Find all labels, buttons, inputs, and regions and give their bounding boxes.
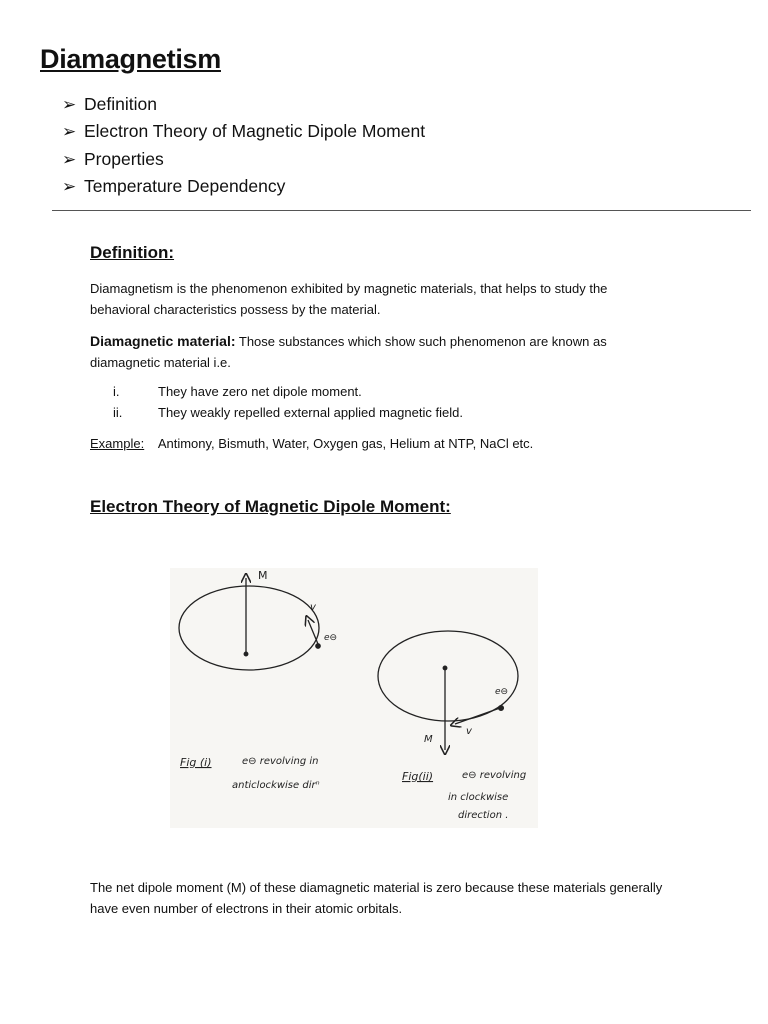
nucleus-dot-fig1 [244, 652, 248, 656]
dipole-moment-sketch [170, 568, 538, 828]
fig2-caption-line3: direction . [458, 810, 509, 821]
section-divider [52, 210, 751, 211]
diamagnetic-material-label: Diamagnetic material: [90, 333, 236, 349]
fig1-caption-line2: anticlockwise dirⁿ [232, 780, 320, 791]
e-label-fig1: e⊖ [324, 633, 338, 643]
velocity-arrow-fig1 [308, 620, 318, 644]
list-item-text: They have zero net dipole moment. [158, 384, 362, 399]
example-line [90, 436, 533, 451]
fig2-caption-line1: e⊖ revolving [462, 770, 527, 781]
toc-item-label: Definition [84, 94, 157, 114]
net-dipole-paragraph: The net dipole moment (M) of these diamagnetic material is zero because these materials generally have even number of electrons in their atomic orbitals. [90, 880, 663, 916]
fig1-caption-label: Fig (i) [180, 756, 212, 769]
fig2-caption-label: Fig(ii) [402, 770, 434, 783]
diamagnetic-material-paragraph [90, 331, 670, 373]
list-item-text: They weakly repelled external applied magnetic field. [158, 405, 463, 420]
fig1-caption-line1: e⊖ revolving in [242, 756, 319, 767]
m-label-fig1: M [258, 569, 268, 582]
definition-paragraph: Diamagnetism is the phenomenon exhibited by magnetic materials, that helps to study the behavioral characteristics possess by the material. [90, 281, 608, 317]
toc-item-properties [62, 149, 164, 170]
list-item [113, 384, 613, 402]
list-item [113, 405, 613, 423]
v-label-fig2: v [466, 726, 472, 737]
toc-item-definition [62, 94, 157, 115]
example-text: Antimony, Bismuth, Water, Oxygen gas, Helium at NTP, NaCl etc. [157, 436, 534, 451]
toc-item-label: Temperature Dependency [84, 176, 286, 196]
example-label: Example: [90, 436, 145, 451]
toc-item-label: Properties [84, 149, 164, 169]
diamagnetic-material-text: Those substances which show such phenomenon are known as diamagnetic material i.e. [90, 334, 607, 370]
dipole-moment-figure [170, 568, 538, 828]
electron-dot-fig2 [499, 706, 504, 711]
list-item-number: ii. [113, 405, 123, 420]
toc-item-label: Electron Theory of Magnetic Dipole Moment [84, 121, 426, 141]
toc-item-temperature [62, 176, 285, 197]
m-label-fig2: M [424, 734, 433, 745]
v-label-fig1: v [310, 602, 316, 613]
electron-theory-heading: Electron Theory of Magnetic Dipole Moment: [90, 497, 451, 516]
definition-heading: Definition: [90, 243, 175, 262]
orbit-ellipse-fig2 [378, 631, 518, 721]
nucleus-dot-fig2 [443, 666, 447, 670]
arrow-bullet-icon: ➢ [62, 149, 77, 169]
list-item-number: i. [113, 384, 120, 399]
e-label-fig2: e⊖ [495, 687, 509, 697]
fig2-caption-line2: in clockwise [448, 792, 509, 803]
orbit-ellipse-fig1 [179, 586, 319, 670]
velocity-arrow-fig2 [455, 708, 500, 724]
arrow-bullet-icon: ➢ [62, 121, 77, 141]
electron-dot-fig1 [316, 644, 320, 648]
arrow-bullet-icon: ➢ [62, 176, 77, 196]
page-title: Diamagnetism [40, 44, 221, 74]
arrow-bullet-icon: ➢ [62, 94, 77, 114]
toc-item-electron-theory [62, 121, 425, 142]
